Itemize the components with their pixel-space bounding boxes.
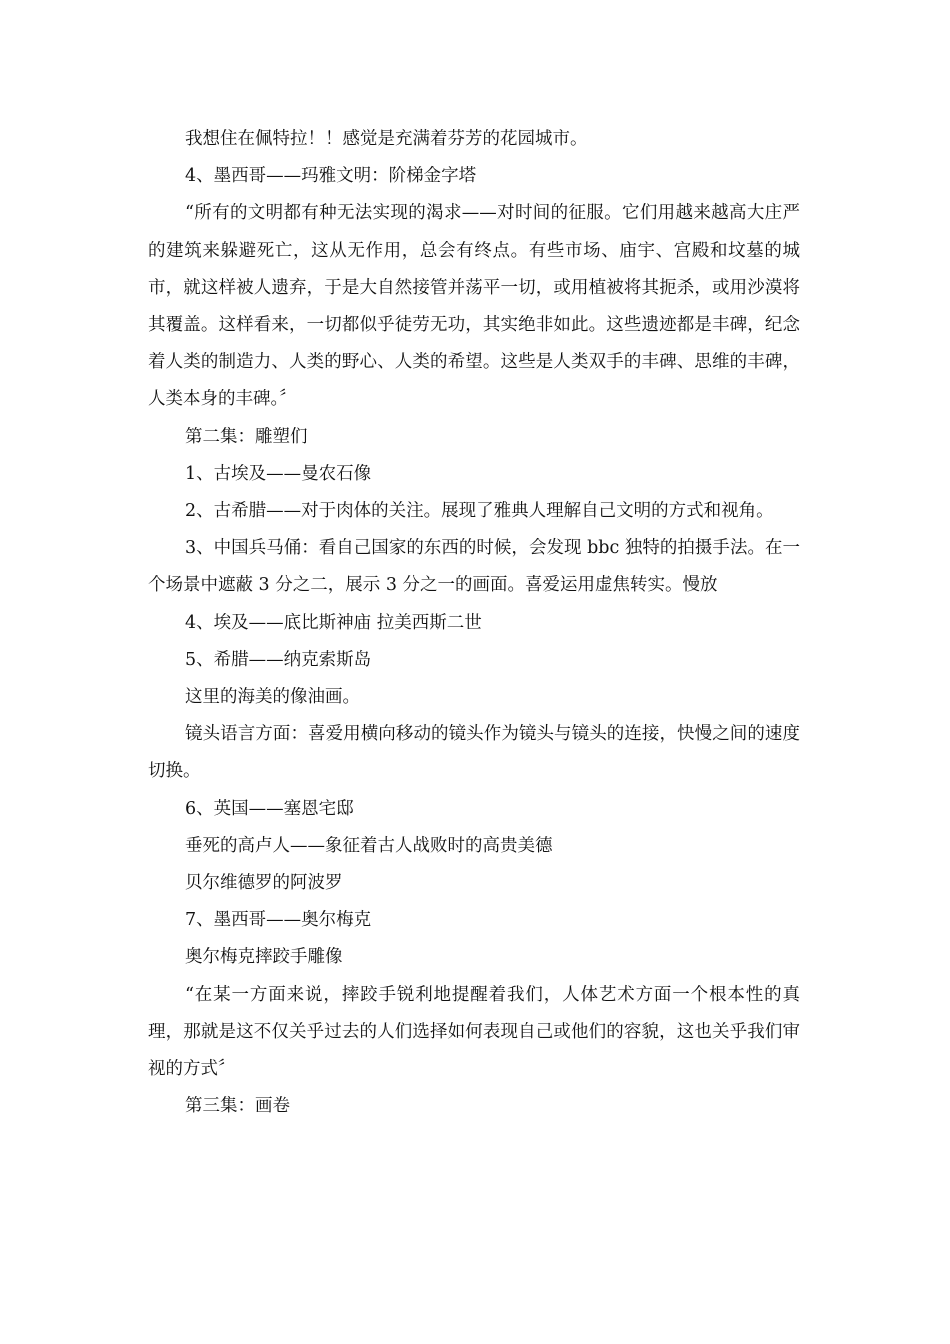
quote-wrestler: “在某一方面来说，摔跤手锐利地提醒着我们，人体艺术方面一个根本性的真理，那就是这不仅关乎过去的人们选择如何表现自己或他们的容貌，这也关乎我们审视的方式〞 [148,984,800,1080]
item-greece-naxos: 5、希腊——纳克索斯岛 [185,649,372,670]
paragraph-apollo: 贝尔维德罗的阿波罗 [185,873,343,894]
item-england-syon: 6、英国——塞恩宅邸 [185,798,354,819]
paragraph-dying-gaul: 垂死的高卢人——象征着古人战败时的高贵美德 [185,835,553,856]
episode-three-title: 第三集：画卷 [185,1096,290,1117]
document-body [148,121,800,1125]
episode-two-title: 第二集：雕塑们 [185,426,308,447]
item-egypt-memnon: 1、古埃及——曼农石像 [185,463,372,484]
paragraph-olmec-wrestler: 奥尔梅克摔跤手雕像 [185,947,343,968]
item-greece-body: 2、古希腊——对于肉体的关注。展现了雅典人理解自己文明的方式和视角。 [185,501,774,522]
paragraph-petra: 我想住在佩特拉！！感觉是充满着芬芳的花园城市。 [185,129,588,149]
paragraph-camera-language: 镜头语言方面：喜爱用横向移动的镜头作为镜头与镜头的连接，快慢之间的速度切换。 [148,724,800,782]
heading-mexico-maya: 4、墨西哥——玛雅文明：阶梯金字塔 [185,166,477,187]
item-egypt-thebes: 4、埃及——底比斯神庙 拉美西斯二世 [185,612,482,633]
item-mexico-olmec: 7、墨西哥——奥尔梅克 [185,910,372,931]
paragraph-sea: 这里的海美的像油画。 [185,687,360,708]
item-china-terracotta: 3、中国兵马俑：看自己国家的东西的时候，会发现 bbc 独特的拍摄手法。在一个场景中遮蔽 3 分之二，展示 3 分之一的画面。喜爱运用虚焦转实。慢放 [148,538,800,596]
quote-civilization: “所有的文明都有种无法实现的渴求——对时间的征服。它们用越来越高大庄严的建筑来躲避死亡，这从无作用，总会有终点。有些市场、庙宇、宫殿和坟墓的城市，就这样被人遗弃，于是大自然接管并荡平一切，或用植被将其扼杀，或用沙漠将其覆盖。这样看来，一切都似乎徒劳无功，其实绝非如此。这些遗迹都是丰碑，纪念着人类的制造力、人类的野心、人类的希望。这些是人类双手的丰碑、思维的丰碑，人类本身的丰碑。〞 [148,203,800,410]
